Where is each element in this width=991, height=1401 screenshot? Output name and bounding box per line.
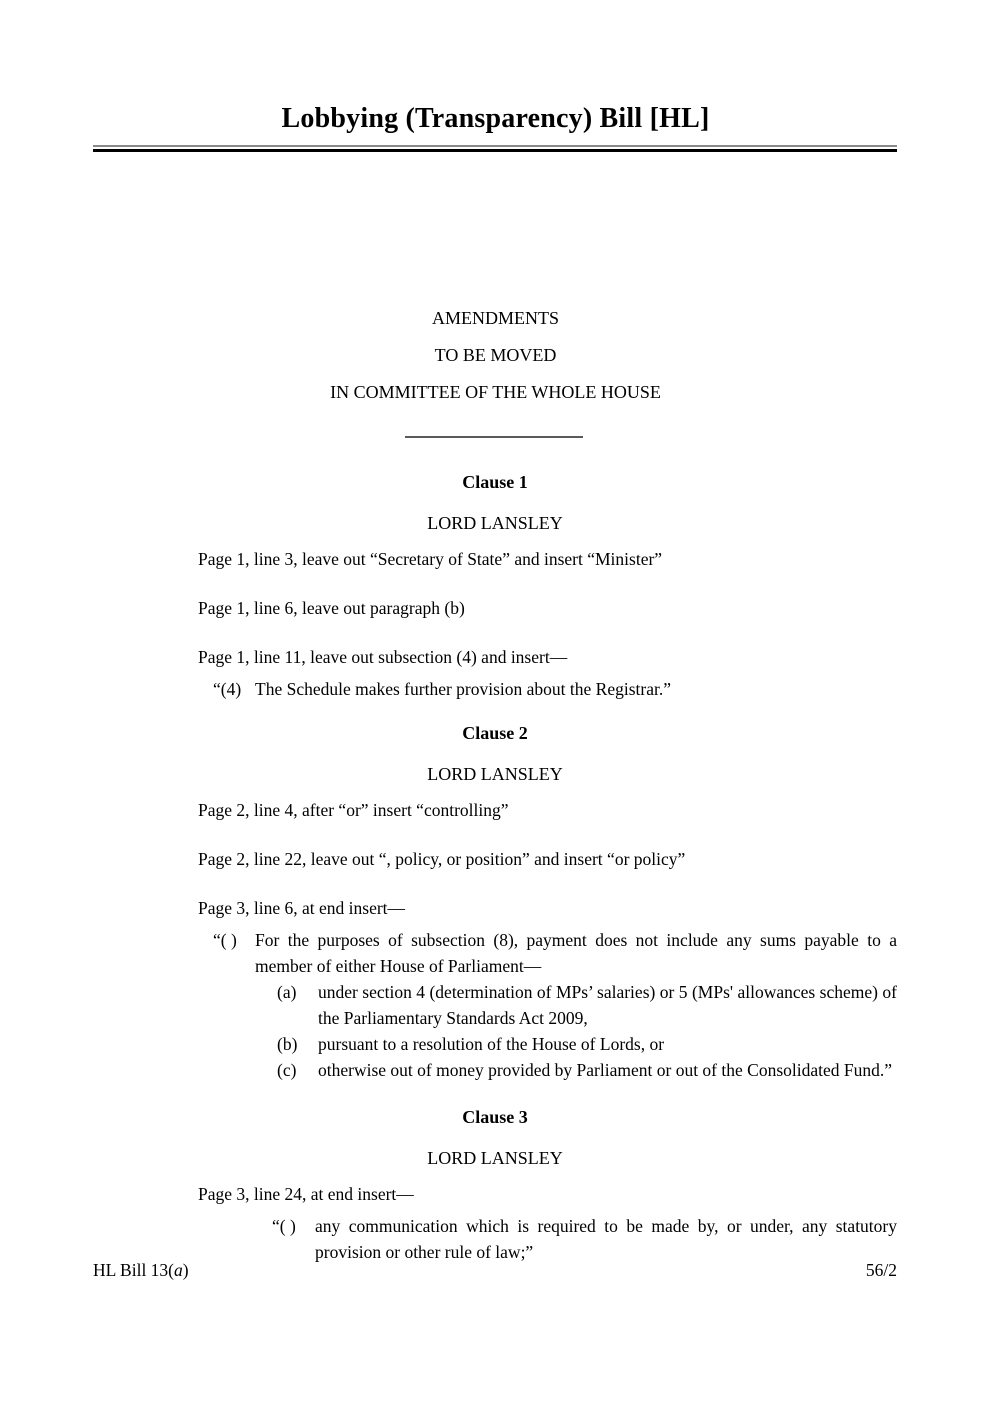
- page-footer: [93, 1258, 897, 1282]
- clause-1-amendments: [198, 546, 897, 702]
- inserted-subsection-text: The Schedule makes further provision about the Registrar.”: [255, 679, 671, 699]
- inserted-subsection-marker: “(4): [213, 679, 242, 699]
- clause-2-section: [93, 722, 897, 1106]
- session-page-number: 56/2: [865, 1260, 897, 1280]
- title-rule-thick-line: [93, 149, 897, 152]
- clause-1-section: [93, 471, 897, 725]
- bill-reference-prefix: HL Bill 13(: [93, 1260, 175, 1280]
- inserted-paragraph-marker: (a): [277, 982, 297, 1002]
- clause-1-mover: LORD LANSLEY: [427, 513, 563, 533]
- amendment: [198, 595, 897, 621]
- inserted-subsection-marker: “( ): [213, 930, 237, 950]
- inserted-paragraph-text: otherwise out of money provided by Parliament or out of the Consolidated Fund.”: [318, 1060, 892, 1080]
- title-rule-thin-line: [93, 145, 897, 147]
- amendment-text: Page 2, line 22, leave out “, policy, or position” and insert “or policy”: [198, 849, 686, 869]
- inserted-paragraph-marker: (b): [277, 1034, 298, 1054]
- amendment: [198, 546, 897, 572]
- amendment-text: Page 2, line 4, after “or” insert “controlling”: [198, 800, 509, 820]
- amendment: [198, 797, 897, 823]
- bill-reference: [93, 1258, 189, 1282]
- inserted-paragraph-marker: (c): [277, 1060, 297, 1080]
- inserted-paragraph-b: [277, 1031, 897, 1057]
- inserted-subsection: [213, 927, 897, 979]
- bill-reference-italic: a: [174, 1260, 183, 1280]
- amendment: [198, 1181, 897, 1265]
- amendment: [198, 895, 897, 1083]
- heading-line-amendments: AMENDMENTS: [431, 308, 559, 328]
- inserted-subsection-text: any communication which is required to be made by, or under, any statutory provision or other rule of law;”: [315, 1216, 897, 1262]
- section-divider-rule: [405, 436, 583, 438]
- page-title: Lobbying (Transparency) Bill [HL]: [281, 103, 710, 134]
- inserted-subsection: [213, 676, 897, 702]
- amendment: [198, 846, 897, 872]
- inserted-subsection-text: For the purposes of subsection (8), payment does not include any sums payable to a member of either House of Parliament—: [255, 930, 897, 976]
- inserted-paragraph-text: under section 4 (determination of MPs’ salaries) or 5 (MPs' allowances scheme) of the Parliamentary Standards Act 2009,: [318, 982, 897, 1028]
- amendment: [198, 644, 897, 702]
- heading-line-committee: IN COMMITTEE OF THE WHOLE HOUSE: [330, 382, 661, 402]
- clause-3-mover: LORD LANSLEY: [427, 1148, 563, 1168]
- inserted-paragraph-c: [277, 1057, 897, 1083]
- amendment-text: Page 1, line 6, leave out paragraph (b): [198, 598, 465, 618]
- amendments-heading: [0, 300, 991, 411]
- inserted-subsection-marker: “( ): [272, 1216, 296, 1236]
- bill-reference-suffix: ): [182, 1260, 189, 1280]
- clause-2-mover: LORD LANSLEY: [427, 764, 563, 784]
- inserted-paragraph-text: pursuant to a resolution of the House of Lords, or: [318, 1034, 665, 1054]
- title-double-rule: [93, 145, 897, 152]
- clause-2-title: Clause 2: [462, 723, 528, 743]
- clause-3-amendments: [198, 1181, 897, 1265]
- clause-2-amendments: [198, 797, 897, 1083]
- amendment-text: Page 1, line 11, leave out subsection (4) and insert—: [198, 647, 568, 667]
- amendment-text: Page 3, line 24, at end insert—: [198, 1184, 414, 1204]
- amendment-text: Page 1, line 3, leave out “Secretary of State” and insert “Minister”: [198, 549, 663, 569]
- amendment-text: Page 3, line 6, at end insert—: [198, 898, 406, 918]
- clause-3-title: Clause 3: [462, 1107, 528, 1127]
- clause-1-title: Clause 1: [462, 472, 528, 492]
- inserted-paragraph-a: [277, 979, 897, 1031]
- heading-line-to-be-moved: TO BE MOVED: [434, 345, 557, 365]
